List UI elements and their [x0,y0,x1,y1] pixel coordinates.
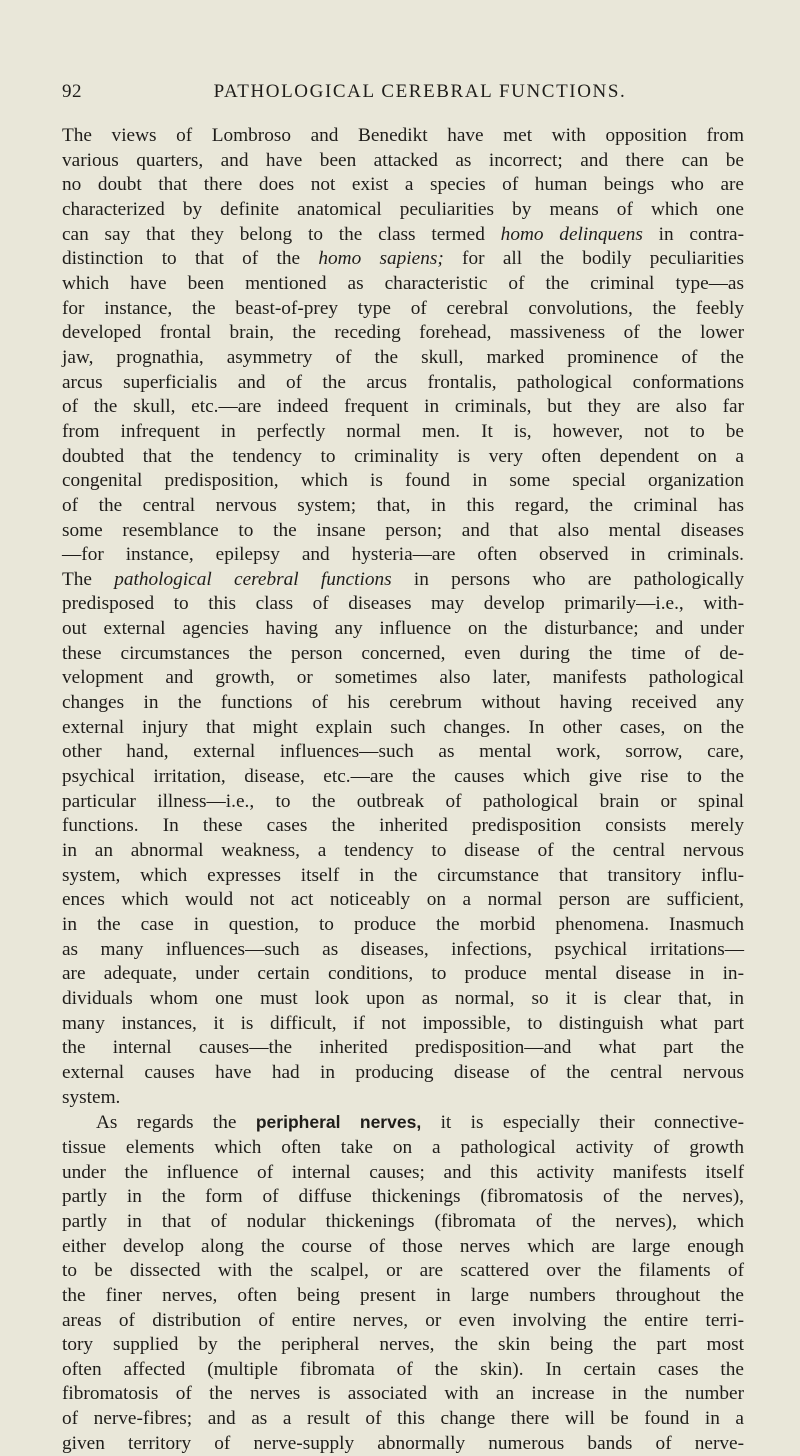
text-segment: in persons who are pathologically [391,568,744,590]
text-line: velopment and growth, or sometimes also later, manifests pathological [62,667,744,689]
text-line: congenital predisposition, which is found in some special organization [62,470,744,492]
text-segment: in contra- [642,223,745,245]
text-line: predisposed to this class of diseases may develop primarily—i.e., with- [62,593,744,615]
text-line: the internal causes—the inherited predisposition—and what part the [62,1037,744,1059]
bold-phrase: peripheral nerves, [255,1112,422,1133]
text-line: —for instance, epilepsy and hysteria—are often observed in criminals. [62,544,744,566]
text-line [62,247,744,272]
text-segment: can say that they belong to the class termed [62,223,501,245]
text-line: external causes have had in producing disease of the central nervous [62,1061,744,1083]
text-segment: The [62,568,115,590]
text-line: no doubt that there does not exist a species of human beings who are [62,174,744,196]
text-line: for instance, the beast-of-prey type of cerebral convolutions, the feebly [62,297,744,319]
text-segment: distinction to that of the [62,248,319,270]
text-line: many instances, it is difficult, if not impossible, to distinguish what part [62,1012,744,1034]
text-line: either develop along the course of those nerves which are large enough [62,1235,744,1257]
text-line: of nerve-fibres; and as a result of this change there will be found in a [62,1408,744,1430]
body-text [62,124,744,1456]
text-line: of the central nervous system; that, in this regard, the criminal has [62,494,744,516]
text-line: in the case in question, to produce the morbid phenomena. Inasmuch [62,914,744,935]
text-line: system, which expresses itself in the circumstance that transitory influ- [62,864,744,886]
text-line: external injury that might explain such changes. In other cases, on the [62,716,744,738]
text-line: areas of distribution of entire nerves, or even involving the entire terri- [62,1309,744,1331]
text-line: The views of Lombroso and Benedikt have met with opposition from [62,125,744,146]
text-line: dividuals whom one must look upon as normal, so it is clear that, in [62,987,744,1009]
text-line [62,223,744,248]
text-line: psychical irritation, disease, etc.—are the causes which give rise to the [62,766,744,788]
italic-phrase: pathological cerebral functions [114,568,392,590]
text-line: which have been mentioned as characteristic of the criminal type—as [62,272,744,294]
text-line: doubted that the tendency to criminality is very often dependent on a [62,445,744,467]
text-line: partly in that of nodular thickenings (fibromata of the nerves), which [62,1210,744,1232]
text-line: tory supplied by the peripheral nerves, the skin being the part most [62,1334,744,1356]
text-line: are adequate, under certain conditions, to produce mental disease in in- [62,963,744,985]
text-line: to be dissected with the scalpel, or are scattered over the filaments of [62,1260,744,1282]
text-segment: it is especially their connective- [421,1112,744,1134]
text-line: ences which would not act noticeably on a normal person are sufficient, [62,889,744,911]
text-line: out external agencies having any influence on the disturbance; and under [62,618,744,640]
text-segment: As regards the [96,1112,256,1134]
page-number: 92 [62,81,82,102]
text-line: given territory of nerve-supply abnormally numerous bands of nerve- [62,1432,744,1454]
text-line: these circumstances the person concerned, even during the time of de- [62,642,744,664]
text-line: the finer nerves, often being present in large numbers throughout the [62,1284,744,1306]
text-line: in an abnormal weakness, a tendency to disease of the central nervous [62,840,744,862]
text-line: system. [62,1086,121,1108]
text-line [62,1110,744,1136]
text-line: some resemblance to the insane person; and that also mental diseases [62,519,744,541]
text-line: arcus superficialis and of the arcus frontalis, pathological conformations [62,371,744,393]
text-segment: for all the bodily peculiarities [443,248,744,270]
text-line: as many influences—such as diseases, infections, psychical irritations— [62,938,744,960]
text-line: from infrequent in perfectly normal men. It is, however, not to be [62,420,744,442]
running-title: PATHOLOGICAL CEREBRAL FUNCTIONS. [213,81,627,102]
text-line: partly in the form of diffuse thickenings (fibromatosis of the nerves), [62,1186,744,1208]
text-line: jaw, prognathia, asymmetry of the skull, marked prominence of the [62,346,744,368]
text-line: functions. In these cases the inherited predisposition consists merely [62,815,744,837]
text-line: changes in the functions of his cerebrum without having received any [62,692,744,714]
italic-phrase: homo sapiens; [318,248,444,270]
text-line: tissue elements which often take on a pathological activity of growth [62,1136,744,1158]
text-line: various quarters, and have been attacked as incorrect; and there can be [62,149,744,171]
text-line: other hand, external influences—such as mental work, sorrow, care, [62,741,744,763]
text-line: fibromatosis of the nerves is associated with an increase in the number [62,1383,744,1405]
text-line [62,568,744,593]
text-line: under the influence of internal causes; and this activity manifests itself [62,1161,744,1183]
italic-phrase: homo delinquens [500,223,643,245]
text-line: particular illness—i.e., to the outbreak of pathological brain or spinal [62,790,744,812]
text-line: often affected (multiple fibromata of the skin). In certain cases the [62,1358,744,1380]
text-line: characterized by definite anatomical peculiarities by means of which one [62,198,744,220]
text-line: of the skull, etc.—are indeed frequent in criminals, but they are also far [62,396,744,418]
text-line: developed frontal brain, the receding forehead, massiveness of the lower [62,322,744,344]
